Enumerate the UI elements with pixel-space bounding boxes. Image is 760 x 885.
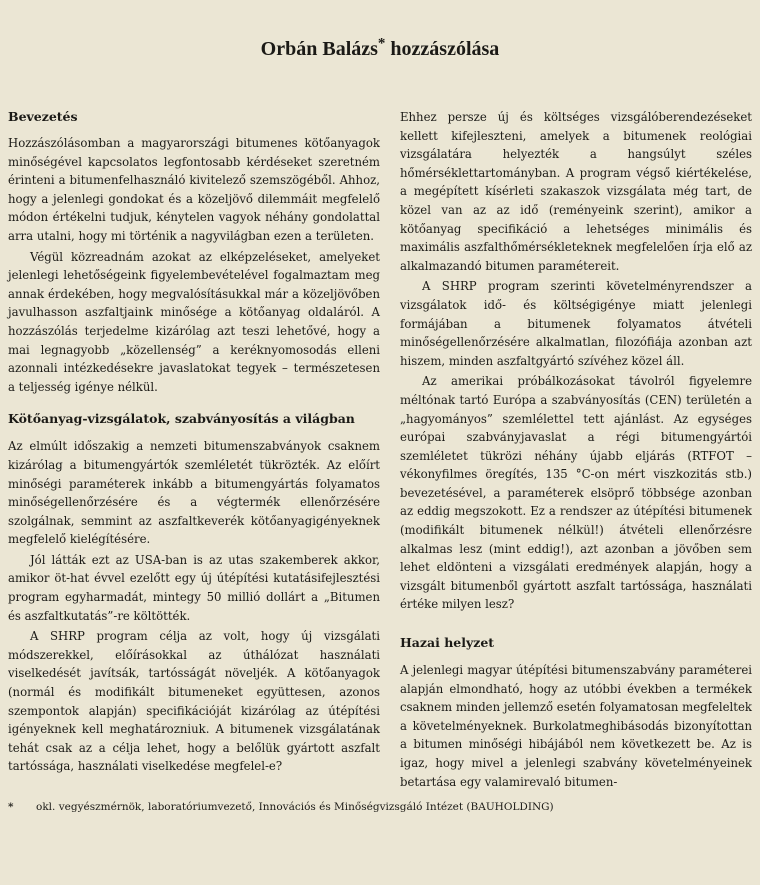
section-heading-binder-testing: Kötőanyag-vizsgálatok, szabványosítás a világban — [8, 411, 355, 427]
paragraph: Az amerikai próbálkozásokat távolról figyelemre méltónak tartó Európa a szabványosítás (CEN) területén a „hagyományos” szemlélettel tett ajánlást. Az egységes európai szabványjavaslat a régi bitumengyártói szemléletet tükrözi néhány újabb eljárás (RTFOT – vékonyfilmes öregítés, 135 °C-on mért viszkozitás stb.) bevezetésével, a paraméterek elsöprő többsége azonban az eddig megszokott. Ez a rendszer az útépítési bitumenek (modifikált bitumenek nélkül!) átvételi ellenőrzésre alkalmas lesz (mint eddig!), azt azonban a jövőben sem lehet eldönteni a vizsgálati eredmények alapján, hogy a vizsgált bitumenből gyártott aszfalt tartóssága, használati értéke milyen lesz? — [400, 374, 752, 612]
footnote-marker: * — [377, 35, 386, 52]
footnote — [8, 800, 752, 814]
section-heading-introduction: Bevezetés — [8, 109, 78, 124]
title-suffix: hozzászólása — [385, 38, 500, 60]
paragraph: Ehhez persze új és költséges vizsgálóberendezéseket kellett kifejleszteni, amelyek a bitumenek reológiai vizsgálatára helyezték a hangsúlyt széles hőmérséklettartományban. A program végső kiértékelése, a megépített kísérleti szakaszok vizsgálata még tart, de közel van az az idő (reményeink szerint), amikor a kötőanyag specifikáció a lehetséges minimális és maximális aszfalthőmérsékleteknek megfelelően írja elő az alkalmazandó bitumen paramétereit. — [400, 110, 752, 273]
paragraph: Az elmúlt időszakig a nemzeti bitumenszabványok csaknem kizárólag a bitumengyártók szemléletét tükrözték. Az előírt minőségi paraméterek inkább a bitumengyártás folyamatos minőségellenőrzésére és a végtermék ellenőrzésére szolgálnak, semmint az aszfaltkeverék kötőanyagigényeknek megfelelő kielégítésére. — [8, 439, 380, 547]
paragraph: Hozzászólásomban a magyarországi bitumenes kötőanyagok minőségével kapcsolatos legfontosabb kérdéseket szeretném érinteni a bitumenfelhasználó kivitelező szemszögéből. Ahhoz, hogy a jelenlegi gondokat és a közeljövő dilemmáit megfelelő módon értékelni tudjuk, kénytelen vagyok néhány gondolattal arra utalni, hogy mi történik a nagyvilágban ezen a területen. — [8, 136, 380, 243]
paragraph: A SHRP program szerinti követelményrendszer a vizsgálatok idő- és költségigénye miatt jelenlegi formájában a bitumenek folyamatos átvételi minőségellenőrzésére alkalmatlan, filozófiája azonban azt hiszem, minden aszfaltgyártó szívéhez közel áll. — [400, 279, 752, 368]
page-title — [0, 35, 760, 61]
right-column — [400, 108, 752, 793]
author-name: Orbán Balázs — [260, 38, 378, 60]
paragraph: A SHRP program célja az volt, hogy új vizsgálati módszerekkel, előírásokkal az úthálózat használati viselkedését javítsák, tartósságát növeljék. A kötőanyagok (normál és modifikált bitumeneket együttesen, azonos szempontok alapján) specifikációját kizárólag az útépítési igényeknek kell meghatározniuk. A bitumenek vizsgálatának tehát csak az a célja lehet, hogy a belőlük gyártott aszfalt tartóssága, használati viselkedése megfelel-e? — [8, 629, 380, 774]
footnote-text: okl. vegyészmérnök, laboratóriumvezető, Innovációs és Minőségvizsgáló Intézet (BAUHOLDING) — [36, 801, 554, 813]
section-heading-domestic-situation: Hazai helyzet — [400, 635, 495, 651]
footnote-marker: * — [8, 801, 14, 813]
left-column — [8, 108, 380, 778]
paragraph: Jól látták ezt az USA-ban is az utas szakemberek akkor, amikor öt-hat évvel ezelőtt egy új útépítési kutatásifejlesztési program egyharmadát, mintegy 50 millió dollárt a „Bitumen és aszfaltkutatás”-re költötték. — [8, 552, 380, 623]
paragraph: Végül közreadnám azokat az elképzeléseket, amelyeket jelenlegi lehetőségeink figyelembevételével fogalmaztam meg annak érdekében, hogy megvalósításukkal már a közeljövőben javulhasson aszfaltjaink minősége a kötőanyag oldaláról. A hozzászólás terjedelme kizárólag azt teszi lehetővé, hogy a mai legnagyobb „közellenség” a keréknyomosodás elleni azonnali intézkedésekre javaslatokat tegyek – természetesen a teljesség igénye nélkül. — [8, 249, 380, 394]
paragraph: A jelenlegi magyar útépítési bitumenszabvány paraméterei alapján elmondható, hogy az utóbbi években a termékek csaknem minden jellemző esetén folyamatosan megfeleltek a követelményeknek. Burkolatmeghibásodás bizonyítottan a bitumen minőségi hibájából nem következett be. Az is igaz, hogy mivel a jelenlegi szabvány követelményeinek betartása egy valamirevaló bitumen- — [400, 663, 752, 789]
